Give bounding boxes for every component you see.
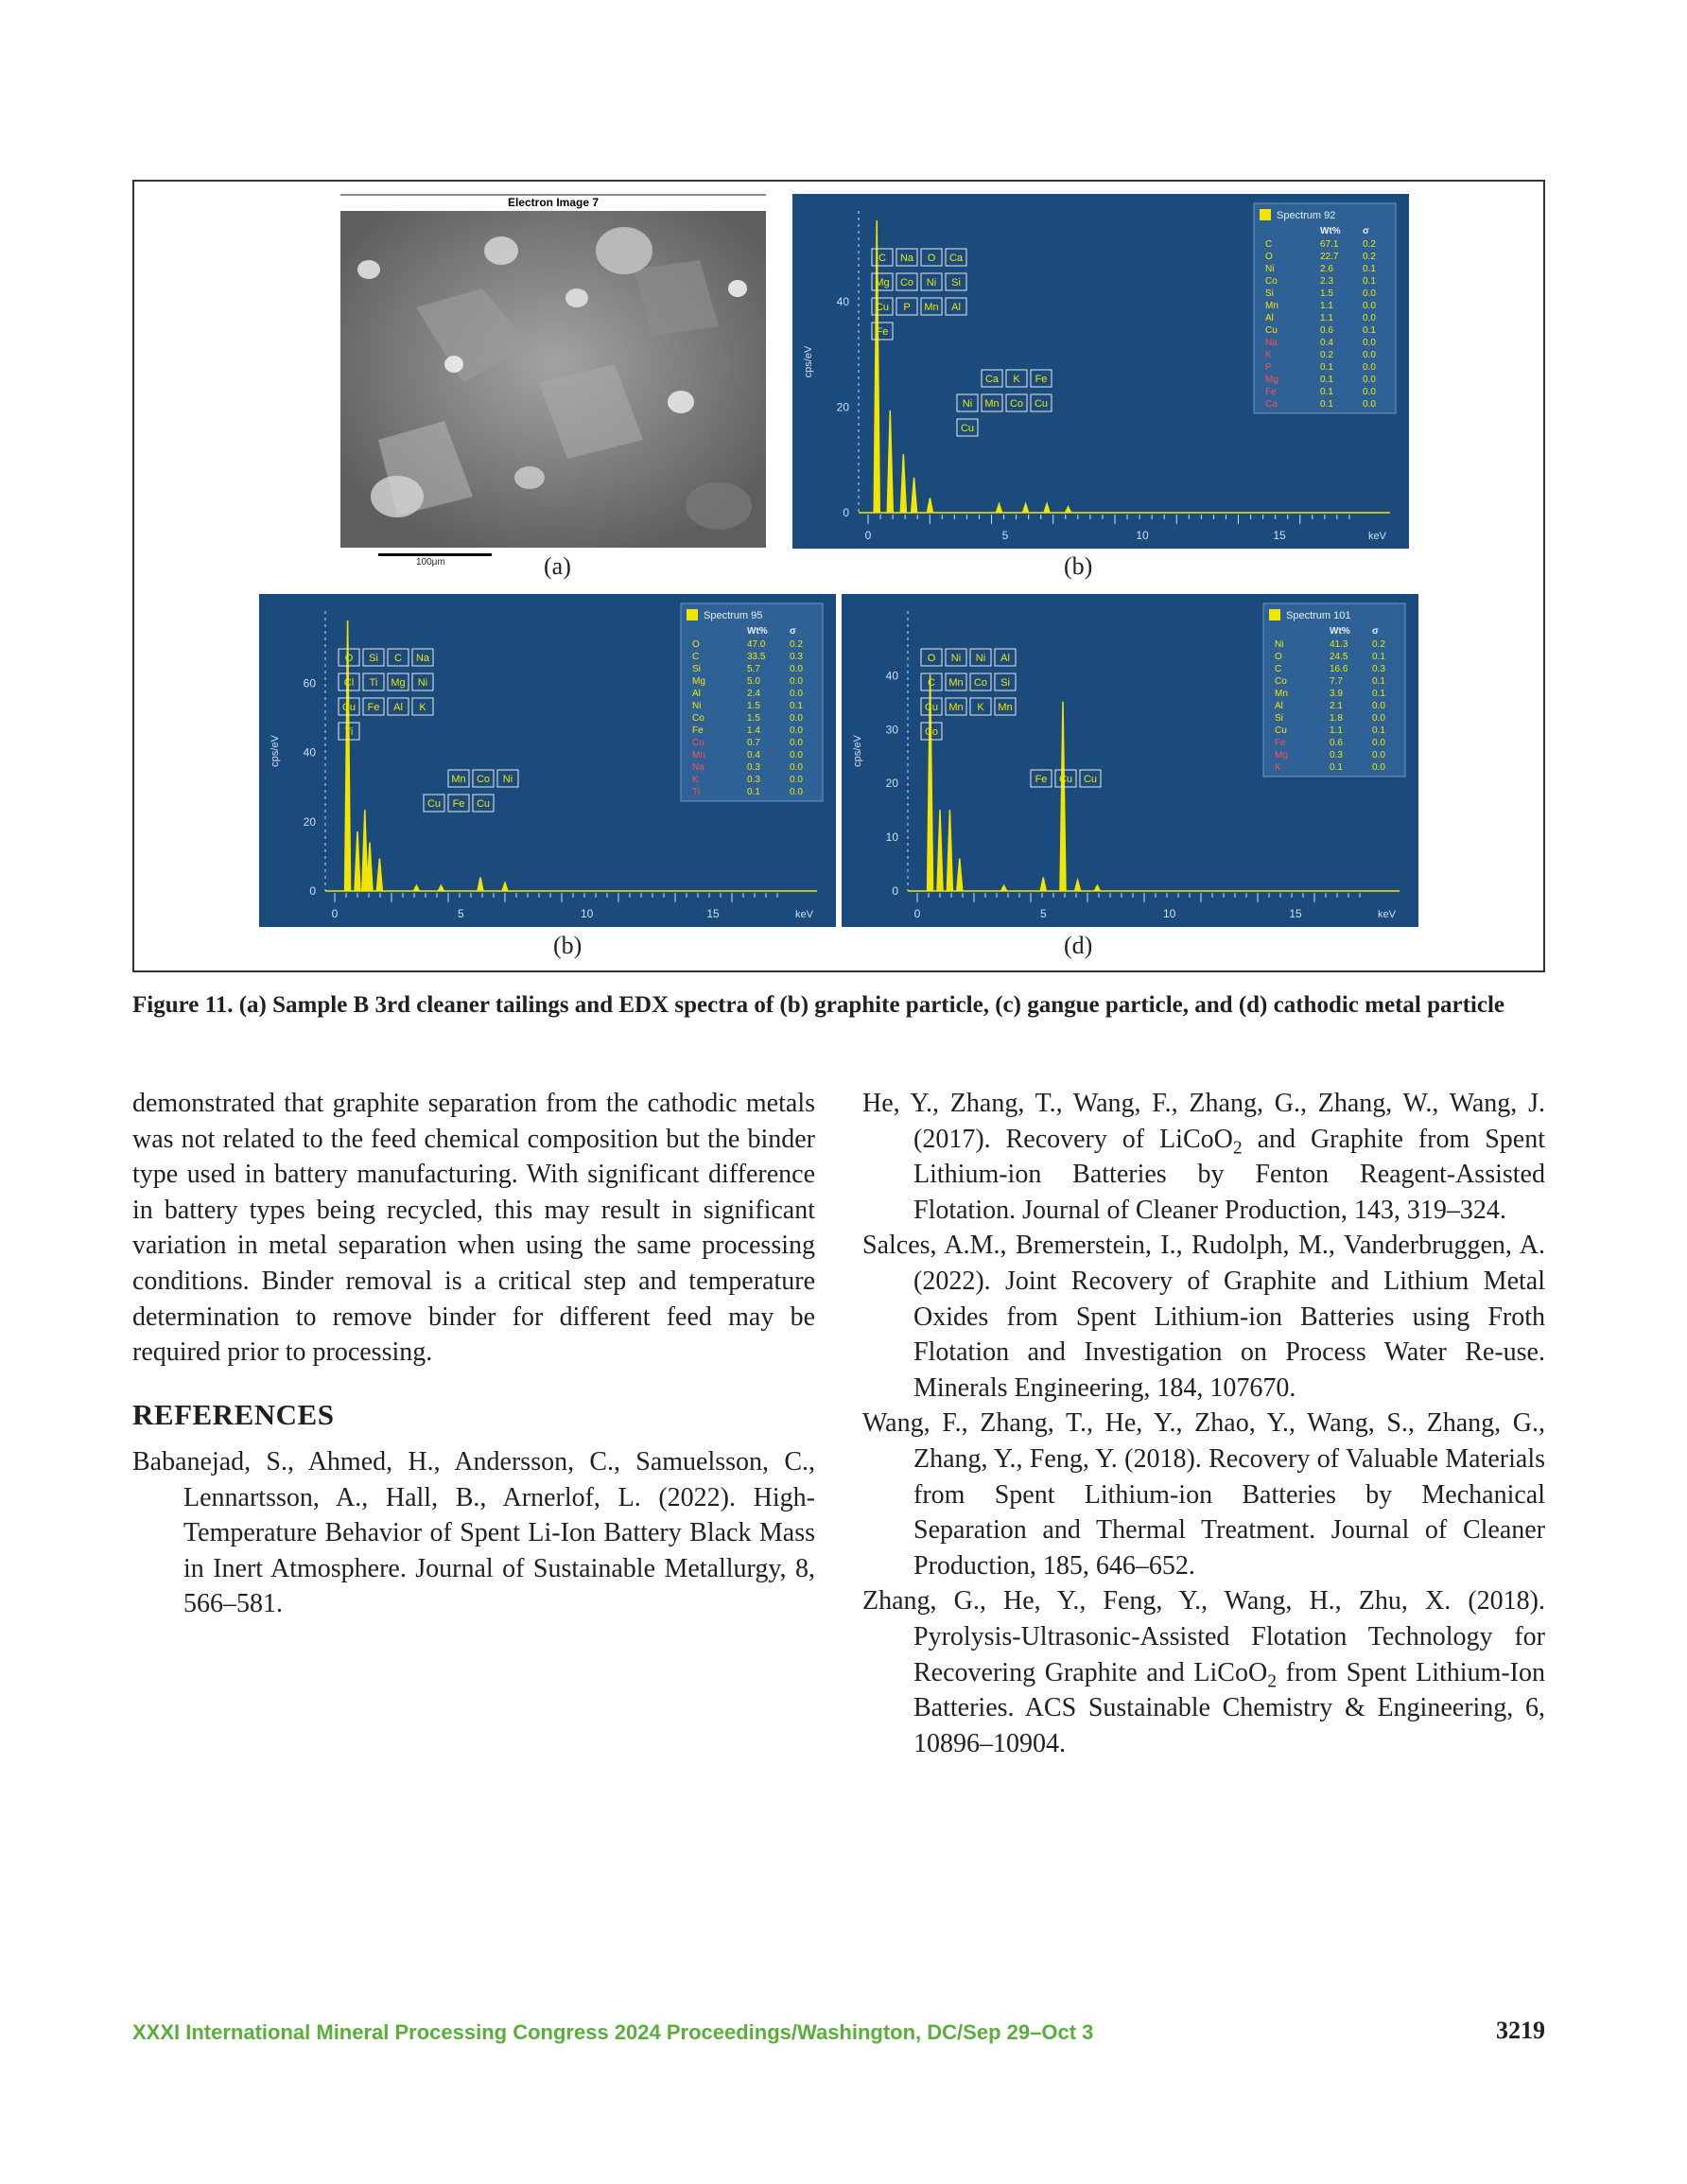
label-d: (d)	[1064, 932, 1093, 959]
peak-label: Ni	[502, 774, 513, 785]
label-c: (b)	[553, 932, 583, 959]
legend-cell: Al	[692, 689, 701, 699]
peak-label: Si	[1000, 677, 1010, 689]
legend-cell: P	[1265, 362, 1272, 373]
peak-label: Fe	[1035, 374, 1048, 385]
peak-label: Cu	[476, 798, 491, 810]
peak-label: Cu	[1034, 398, 1049, 410]
legend-cell: 3.9	[1330, 689, 1343, 699]
x-axis-label: keV	[1368, 531, 1386, 542]
legend-cell: 1.1	[1320, 313, 1333, 323]
legend-cell: Si	[692, 664, 701, 674]
legend-cell: 0.4	[747, 750, 760, 760]
legend-cell: 0.0	[790, 787, 803, 797]
spectrum-plot-d-bottom	[842, 594, 1418, 927]
legend-cell: O	[1265, 252, 1273, 262]
legend-cell: 1.5	[1320, 288, 1333, 299]
legend-cell: Si	[1265, 288, 1274, 299]
legend-cell: 0.0	[790, 689, 803, 699]
sem-scale-label: 100μm	[416, 557, 445, 568]
spectrum-panel-b	[792, 194, 1409, 549]
legend-cell: 2.1	[1330, 701, 1343, 711]
legend-cell: 0.1	[1320, 362, 1333, 373]
legend-cell: O	[1275, 652, 1282, 662]
legend-cell: Na	[1265, 338, 1278, 348]
peak-label: Mn	[984, 398, 1000, 410]
x-tick-label: 10	[1136, 529, 1149, 542]
peak-label: O	[927, 653, 936, 664]
peak-label: O	[344, 653, 354, 664]
legend-cell: K	[1275, 762, 1281, 773]
y-tick-label: 0	[843, 506, 849, 519]
legend-cell: 0.0	[790, 713, 803, 724]
y-tick-label: 0	[892, 884, 898, 898]
x-tick-label: 0	[331, 907, 339, 920]
reference-babanejad: Babanejad, S., Ahmed, H., Andersson, C., Samuelsson, C., Lennartsson, A., Hall, B., Arnerlof, L. (2022). High-Temperature Behavior of Spent Li-Ion Battery Black Mass in Inert Atmosphere. Journal of Sustainable Metallurgy, 8, 566–581.	[132, 1447, 815, 1619]
peak-label: Cu	[341, 702, 357, 713]
legend-cell: 7.7	[1330, 676, 1343, 687]
legend-cell: 0.3	[1372, 664, 1385, 674]
y-tick-label: 0	[309, 884, 316, 898]
legend-cell: Mg	[1265, 375, 1278, 385]
peak-label: Cu	[1058, 774, 1073, 785]
figure-caption: Figure 11. (a) Sample B 3rd cleaner tailings and EDX spectra of (b) graphite particle, (c) gangue particle, and (d) cathodic metal particle	[132, 992, 1505, 1018]
legend-cell: 0.0	[1363, 375, 1376, 385]
legend-cell: C	[692, 652, 700, 662]
legend-cell: 0.0	[1372, 750, 1385, 760]
peak-label: Ni	[975, 653, 986, 664]
legend-cell: Cu	[692, 738, 704, 748]
peak-label: C	[878, 253, 886, 264]
peak-label: Ca	[948, 253, 964, 264]
legend-cell: Ca	[1265, 399, 1278, 410]
peak-label: Mn	[924, 302, 939, 313]
body-paragraph	[132, 1086, 815, 1371]
peak-label: P	[903, 302, 911, 313]
x-tick-label: 5	[1001, 529, 1009, 542]
legend-cell: 0.2	[790, 639, 803, 650]
peak-label: Mn	[451, 774, 466, 785]
peak-label: Ti	[369, 677, 378, 689]
legend-cell: 0.1	[1372, 725, 1385, 736]
legend-cell: 0.0	[790, 664, 803, 674]
legend-cell: 22.7	[1320, 252, 1339, 262]
peak-label: Mn	[948, 677, 964, 689]
peak-label: Mn	[948, 702, 964, 713]
x-axis-label: keV	[1378, 909, 1396, 920]
legend-swatch	[687, 609, 698, 620]
peak-label: K	[419, 702, 426, 713]
x-tick-label: 0	[864, 529, 872, 542]
label-b: (b)	[1064, 552, 1093, 580]
legend-cell: K	[1265, 350, 1272, 360]
legend-cell: 0.6	[1330, 738, 1343, 748]
spectrum-panel-c	[259, 594, 836, 927]
peak-label: Ni	[950, 653, 962, 664]
legend-cell: 5.7	[747, 664, 760, 674]
legend-cell: 0.2	[1363, 239, 1376, 250]
peak-label: Ni	[962, 398, 973, 410]
legend-cell: Cu	[1275, 725, 1287, 736]
legend-cell: 1.4	[747, 725, 760, 736]
peak-label: Cl	[343, 677, 355, 689]
peak-label: Ti	[344, 726, 354, 738]
legend-cell: 5.0	[747, 676, 760, 687]
x-axis-label: keV	[795, 909, 813, 920]
legend-cell: 16.6	[1330, 664, 1348, 674]
peak-label: Co	[899, 277, 914, 288]
legend-cell: 41.3	[1330, 639, 1348, 650]
y-tick-label: 20	[885, 777, 898, 791]
legend-cell: 0.0	[1363, 350, 1376, 360]
legend-cell: Fe	[1275, 738, 1286, 748]
legend-cell: 0.1	[1320, 387, 1333, 397]
peak-label: Cu	[875, 302, 890, 313]
legend-cell: 0.0	[790, 750, 803, 760]
y-axis-label: cps/eV	[270, 735, 281, 767]
legend-cell: 0.0	[1372, 701, 1385, 711]
y-tick-label: 20	[303, 814, 316, 829]
legend-cell: 2.6	[1320, 264, 1333, 274]
legend-cell: 1.5	[747, 713, 760, 724]
peak-label: C	[928, 677, 935, 689]
sem-texture	[340, 194, 766, 572]
peak-label: K	[977, 702, 984, 713]
legend-cell: 1.1	[1320, 301, 1333, 311]
legend-cell: 0.3	[790, 652, 803, 662]
references-left	[132, 1444, 815, 1622]
legend-cell: 0.3	[1330, 750, 1343, 760]
legend-cell: Ni	[1275, 639, 1284, 650]
legend-cell: 0.6	[1320, 325, 1333, 336]
legend-cell: Mg	[692, 676, 705, 687]
legend-header: Wt%	[747, 626, 768, 637]
legend-cell: Co	[692, 713, 704, 724]
spectrum-panel-d	[842, 594, 1418, 927]
legend-cell: O	[692, 639, 700, 650]
legend-cell: 0.1	[1372, 652, 1385, 662]
legend-cell: 0.1	[747, 787, 760, 797]
legend-cell: 0.1	[1330, 762, 1343, 773]
legend-cell: 0.0	[1363, 313, 1376, 323]
legend-cell: Co	[1265, 276, 1278, 287]
legend-cell: 0.0	[790, 738, 803, 748]
peak-label: Fe	[1035, 774, 1048, 785]
reference-wang: Wang, F., Zhang, T., He, Y., Zhao, Y., Wang, S., Zhang, G., Zhang, Y., Feng, Y. (2018). Recovery of Valuable Materials from Spent Lithium-ion Batteries by Mechanical Separation and Thermal Treatment. Journal of Cleaner Production, 185, 646–652.	[862, 1408, 1545, 1581]
legend-cell: 2.3	[1320, 276, 1333, 287]
peak-label: Ni	[417, 677, 428, 689]
legend-cell: Ni	[1265, 264, 1275, 274]
sem-scale-bar	[378, 553, 492, 556]
peak-label: Co	[1009, 398, 1024, 410]
peak-label: C	[394, 653, 402, 664]
legend-cell: 33.5	[747, 652, 766, 662]
legend-cell: 0.1	[1372, 676, 1385, 687]
legend-cell: 0.1	[1363, 264, 1376, 274]
legend-spectrum-name: Spectrum 92	[1277, 210, 1336, 221]
x-tick-label: 15	[1289, 907, 1302, 920]
legend-cell: 0.0	[790, 762, 803, 773]
legend-cell: 0.0	[1372, 738, 1385, 748]
x-tick-label: 5	[1039, 907, 1047, 920]
legend-cell: 0.1	[1363, 276, 1376, 287]
footer-proceedings: XXXI International Mineral Processing Congress 2024 Proceedings/Washington, DC/Sep 29–Oct 3	[132, 2020, 1094, 2044]
peak-label: Al	[1000, 653, 1010, 664]
peak-label: Fe	[876, 326, 889, 338]
legend-header: Wt%	[1330, 626, 1350, 637]
legend-cell: 0.1	[1320, 375, 1333, 385]
x-tick-label: 15	[1273, 529, 1286, 542]
legend-cell: 0.0	[790, 725, 803, 736]
peak-label: Fe	[452, 798, 465, 810]
legend-cell: 0.0	[1372, 762, 1385, 773]
legend-cell: Na	[692, 762, 704, 773]
peak-label: Ni	[926, 277, 937, 288]
legend-cell: 0.0	[1363, 362, 1376, 373]
legend-cell: 1.1	[1330, 725, 1343, 736]
peak-label: Cu	[1083, 774, 1098, 785]
y-axis-label: cps/eV	[852, 735, 863, 767]
legend-spectrum-name: Spectrum 95	[704, 610, 763, 621]
y-tick-label: 40	[885, 669, 898, 683]
legend-cell: 0.0	[790, 676, 803, 687]
peak-label: Si	[369, 653, 378, 664]
legend-cell: Cu	[1265, 325, 1278, 336]
spectrum-plot-c-bottom	[259, 594, 836, 927]
legend-cell: 0.0	[1363, 338, 1376, 348]
y-tick-label: 20	[836, 400, 849, 414]
reference-salces: Salces, A.M., Bremerstein, I., Rudolph, M., Vanderbruggen, A. (2022). Joint Recovery of Graphite and Lithium Metal Oxides from Spent Lithium-ion Batteries using Froth Flotation and Investigation on Process Water Re-use. Minerals Engineering, 184, 107670.	[862, 1231, 1545, 1403]
peak-label: K	[1013, 374, 1020, 385]
legend-cell: C	[1265, 239, 1273, 250]
peak-label: Si	[951, 277, 961, 288]
legend-header: σ	[1372, 626, 1379, 637]
legend-cell: 0.3	[747, 762, 760, 773]
legend-cell: 0.0	[1363, 387, 1376, 397]
peak-label: O	[927, 253, 936, 264]
legend-cell: 0.1	[1372, 689, 1385, 699]
y-tick-label: 30	[885, 723, 898, 737]
peak-label: Na	[415, 653, 430, 664]
peak-label: Co	[973, 677, 988, 689]
legend-cell: 1.5	[747, 701, 760, 711]
legend-cell: Ni	[692, 701, 702, 711]
references-heading: REFERENCES	[132, 1398, 335, 1431]
legend-cell: 0.0	[1363, 288, 1376, 299]
legend-cell: K	[692, 775, 699, 785]
sem-image	[340, 194, 766, 572]
peak-label: Cu	[924, 702, 939, 713]
legend-cell: Fe	[1265, 387, 1277, 397]
reference-he: He, Y., Zhang, T., Wang, F., Zhang, G., Zhang, W., Wang, J. (2017). Recovery of LiCoO$_2$ and Graphite from Spent Lithium-ion Batteries by Fenton Reagent-Assisted Flotation. Journal of Cleaner Production, 143, 319–324.	[862, 1089, 1545, 1225]
label-a: (a)	[544, 552, 571, 580]
legend-cell: 0.1	[1363, 325, 1376, 336]
spectrum-plot-b-top	[792, 194, 1409, 549]
peak-label: Ca	[984, 374, 1000, 385]
legend-cell: 1.8	[1330, 713, 1343, 724]
legend-cell: Co	[1275, 676, 1287, 687]
legend-swatch	[1269, 609, 1280, 620]
legend-header: σ	[1363, 226, 1369, 236]
page-number: 3219	[1496, 2017, 1545, 2044]
reference-zhang: Zhang, G., He, Y., Feng, Y., Wang, H., Zhu, X. (2018). Pyrolysis-Ultrasonic-Assisted Flotation Technology for Recovering Graphite and LiCoO$_2$ from Spent Lithium-Ion Batteries. ACS Sustainable Chemistry & Engineering, 6, 10896–10904.	[862, 1586, 1546, 1758]
legend-header: σ	[790, 626, 796, 637]
peak-label: Al	[393, 702, 403, 713]
y-axis-label: cps/eV	[803, 345, 814, 378]
peak-label: Na	[899, 253, 914, 264]
legend-cell: 0.1	[1320, 399, 1333, 410]
legend-cell: Mg	[1275, 750, 1288, 760]
peak-label: Co	[924, 726, 939, 738]
paragraph-text: demonstrated that graphite separation from the cathodic metals was not related to the feed chemical composition but the binder type used in battery manufacturing. With significant difference in battery types being recycled, this may result in significant variation in metal separation when using the same processing conditions. Binder removal is a critical step and temperature determination to remove binder for different feed may be required prior to processing.	[132, 1089, 815, 1368]
peak-label: Mg	[391, 677, 406, 689]
y-tick-label: 10	[885, 830, 898, 845]
legend-cell: Mn	[692, 750, 705, 760]
peak-label: Mn	[998, 702, 1013, 713]
legend-cell: 0.2	[1320, 350, 1333, 360]
peak-label: Fe	[367, 702, 380, 713]
legend-cell: 0.0	[1363, 301, 1376, 311]
legend-cell: 0.0	[1372, 713, 1385, 724]
legend-cell: 0.2	[1372, 639, 1385, 650]
legend-spectrum-name: Spectrum 101	[1286, 610, 1351, 621]
legend-cell: 0.1	[790, 701, 803, 711]
legend-cell: 2.4	[747, 689, 760, 699]
x-tick-label: 0	[913, 907, 921, 920]
y-tick-label: 40	[836, 294, 849, 308]
legend-cell: Ti	[692, 787, 700, 797]
legend-cell: Mn	[1275, 689, 1288, 699]
legend-cell: 0.7	[747, 738, 760, 748]
y-tick-label: 60	[303, 676, 316, 690]
legend-header: Wt%	[1320, 226, 1341, 236]
x-tick-label: 10	[580, 907, 594, 920]
legend-cell: Mn	[1265, 301, 1278, 311]
legend-cell: Si	[1275, 713, 1283, 724]
legend-cell: 24.5	[1330, 652, 1348, 662]
legend-cell: Al	[1275, 701, 1283, 711]
legend-cell: Fe	[692, 725, 704, 736]
y-tick-label: 40	[303, 745, 316, 760]
legend-cell: 0.0	[790, 775, 803, 785]
legend-cell: 67.1	[1320, 239, 1339, 250]
legend-cell: Al	[1265, 313, 1274, 323]
legend-cell: 0.3	[747, 775, 760, 785]
x-tick-label: 15	[706, 907, 720, 920]
legend-cell: 0.0	[1363, 399, 1376, 410]
sem-title: Electron Image 7	[340, 196, 766, 211]
references-right	[862, 1086, 1545, 1761]
legend-cell: 0.4	[1320, 338, 1333, 348]
peak-label: Cu	[960, 423, 975, 434]
legend-cell: 47.0	[747, 639, 766, 650]
x-tick-label: 5	[457, 907, 464, 920]
peak-label: Al	[951, 302, 961, 313]
peak-label: Mg	[875, 277, 890, 288]
peak-label: Co	[476, 774, 491, 785]
legend-cell: 0.2	[1363, 252, 1376, 262]
peak-label: Cu	[426, 798, 442, 810]
legend-cell: C	[1275, 664, 1282, 674]
legend-swatch	[1260, 209, 1271, 220]
x-tick-label: 10	[1162, 907, 1176, 920]
